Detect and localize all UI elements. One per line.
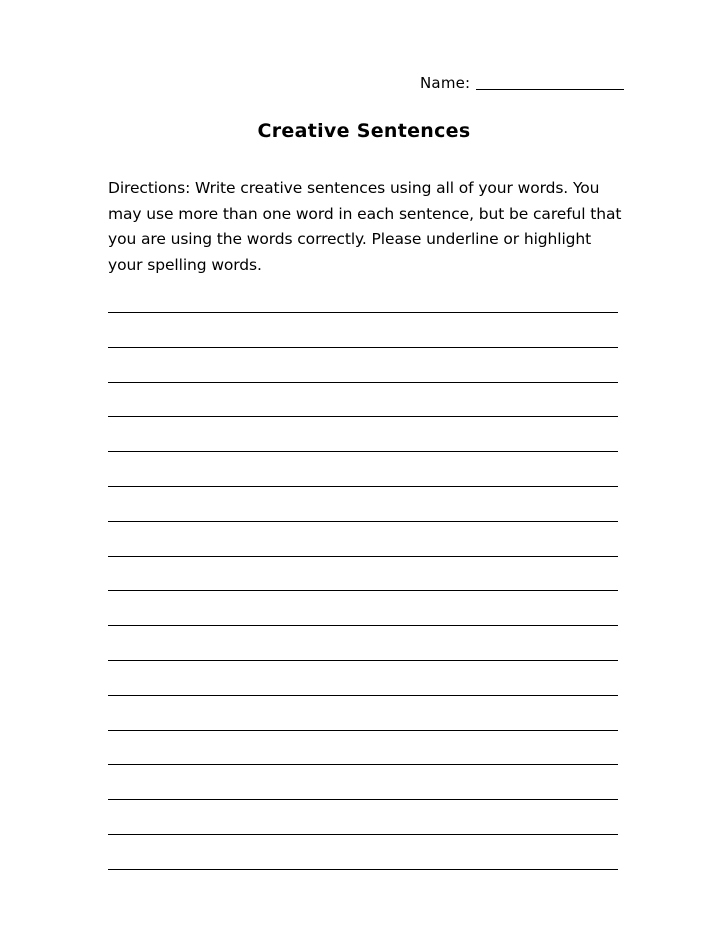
writing-line[interactable]	[108, 800, 618, 835]
writing-line[interactable]	[108, 348, 618, 383]
name-blank-line[interactable]	[476, 74, 624, 90]
writing-line[interactable]	[108, 417, 618, 452]
writing-line[interactable]	[108, 661, 618, 696]
writing-line[interactable]	[108, 452, 618, 487]
writing-line[interactable]	[108, 522, 618, 557]
writing-line[interactable]	[108, 765, 618, 800]
writing-line[interactable]	[108, 731, 618, 766]
writing-line[interactable]	[108, 313, 618, 348]
writing-line[interactable]	[108, 591, 618, 626]
writing-line[interactable]	[108, 383, 618, 418]
writing-line[interactable]	[108, 696, 618, 731]
name-field	[420, 72, 624, 92]
writing-lines	[108, 312, 618, 870]
name-label: Name:	[420, 74, 471, 92]
writing-line[interactable]	[108, 835, 618, 870]
directions-text: Directions: Write creative sentences using all of your words. You may use more than one word in each sentence, but be careful that you are using the words correctly. Please underline or highlight your spelling words.	[108, 179, 622, 274]
writing-line[interactable]	[108, 557, 618, 592]
writing-line[interactable]	[108, 626, 618, 661]
writing-line[interactable]	[108, 487, 618, 522]
page-title: Creative Sentences	[257, 120, 471, 142]
